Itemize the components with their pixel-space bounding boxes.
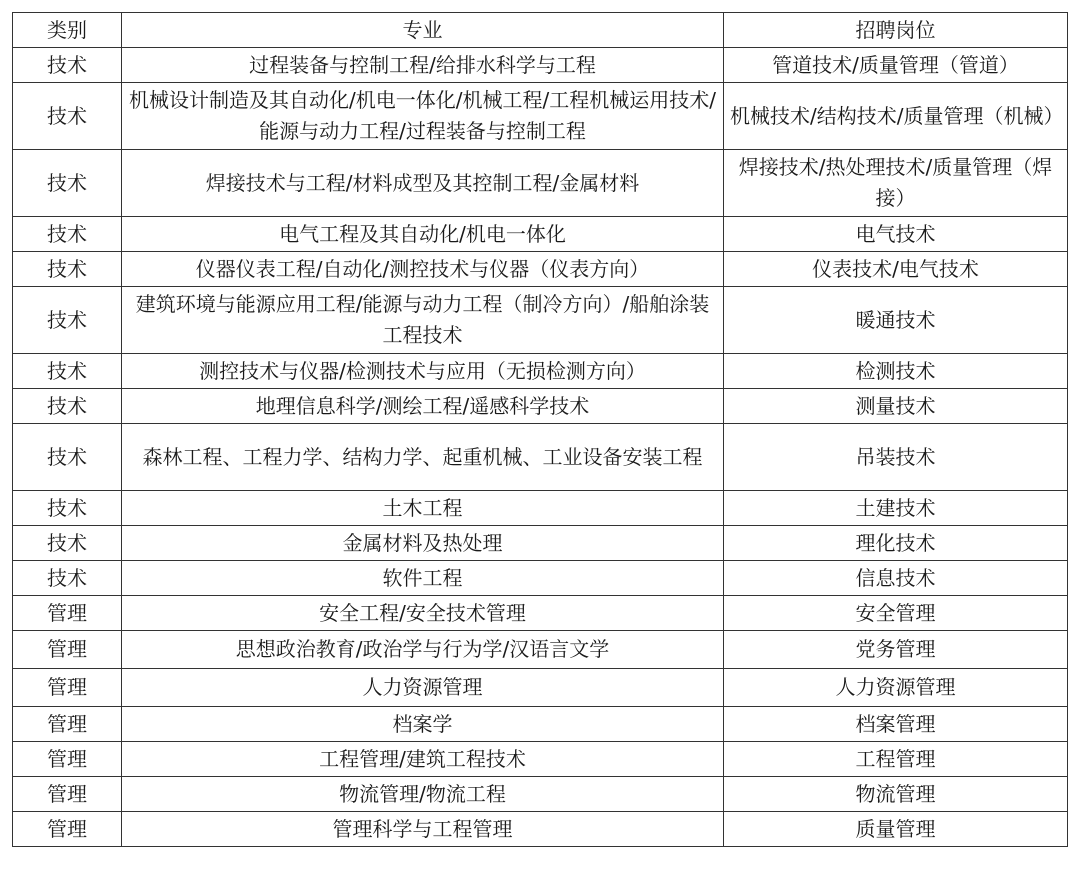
category-cell: 管理 <box>13 631 122 669</box>
category-cell: 技术 <box>13 491 122 526</box>
table-row <box>13 631 1068 669</box>
major-cell: 工程管理/建筑工程技术 <box>122 742 724 777</box>
major-cell: 软件工程 <box>122 561 724 596</box>
major-cell: 过程装备与控制工程/给排水科学与工程 <box>122 48 724 83</box>
position-cell: 焊接技术/热处理技术/质量管理（焊接） <box>724 150 1068 217</box>
major-cell: 档案学 <box>122 707 724 742</box>
table-row <box>13 48 1068 83</box>
position-cell: 人力资源管理 <box>724 669 1068 707</box>
header-major: 专业 <box>122 13 724 48</box>
recruitment-table-container <box>12 12 1068 847</box>
table-row <box>13 669 1068 707</box>
table-row <box>13 742 1068 777</box>
major-cell: 思想政治教育/政治学与行为学/汉语言文学 <box>122 631 724 669</box>
major-cell: 电气工程及其自动化/机电一体化 <box>122 217 724 252</box>
major-cell: 焊接技术与工程/材料成型及其控制工程/金属材料 <box>122 150 724 217</box>
category-cell: 技术 <box>13 252 122 287</box>
table-row <box>13 491 1068 526</box>
table-row <box>13 150 1068 217</box>
position-cell: 档案管理 <box>724 707 1068 742</box>
major-cell: 森林工程、工程力学、结构力学、起重机械、工业设备安装工程 <box>122 424 724 491</box>
header-category: 类别 <box>13 13 122 48</box>
table-row <box>13 217 1068 252</box>
position-cell: 信息技术 <box>724 561 1068 596</box>
position-cell: 暖通技术 <box>724 287 1068 354</box>
table-row <box>13 287 1068 354</box>
major-cell: 测控技术与仪器/检测技术与应用（无损检测方向） <box>122 354 724 389</box>
position-cell: 管道技术/质量管理（管道） <box>724 48 1068 83</box>
category-cell: 技术 <box>13 424 122 491</box>
table-row <box>13 424 1068 491</box>
category-cell: 技术 <box>13 150 122 217</box>
category-cell: 管理 <box>13 812 122 847</box>
category-cell: 技术 <box>13 389 122 424</box>
table-row <box>13 596 1068 631</box>
position-cell: 测量技术 <box>724 389 1068 424</box>
major-cell: 物流管理/物流工程 <box>122 777 724 812</box>
position-cell: 吊装技术 <box>724 424 1068 491</box>
major-cell: 建筑环境与能源应用工程/能源与动力工程（制冷方向）/船舶涂装工程技术 <box>122 287 724 354</box>
table-row <box>13 354 1068 389</box>
major-cell: 人力资源管理 <box>122 669 724 707</box>
category-cell: 管理 <box>13 596 122 631</box>
position-cell: 物流管理 <box>724 777 1068 812</box>
category-cell: 技术 <box>13 217 122 252</box>
category-cell: 技术 <box>13 48 122 83</box>
major-cell: 机械设计制造及其自动化/机电一体化/机械工程/工程机械运用技术/能源与动力工程/过程装备与控制工程 <box>122 83 724 150</box>
position-cell: 党务管理 <box>724 631 1068 669</box>
position-cell: 仪表技术/电气技术 <box>724 252 1068 287</box>
position-cell: 检测技术 <box>724 354 1068 389</box>
table-row <box>13 252 1068 287</box>
table-row <box>13 777 1068 812</box>
table-row <box>13 389 1068 424</box>
category-cell: 技术 <box>13 354 122 389</box>
category-cell: 管理 <box>13 669 122 707</box>
position-cell: 机械技术/结构技术/质量管理（机械） <box>724 83 1068 150</box>
category-cell: 管理 <box>13 777 122 812</box>
category-cell: 管理 <box>13 707 122 742</box>
major-cell: 管理科学与工程管理 <box>122 812 724 847</box>
major-cell: 仪器仪表工程/自动化/测控技术与仪器（仪表方向） <box>122 252 724 287</box>
header-row <box>13 13 1068 48</box>
category-cell: 技术 <box>13 526 122 561</box>
table-row <box>13 561 1068 596</box>
category-cell: 管理 <box>13 742 122 777</box>
major-cell: 金属材料及热处理 <box>122 526 724 561</box>
major-cell: 安全工程/安全技术管理 <box>122 596 724 631</box>
position-cell: 电气技术 <box>724 217 1068 252</box>
major-cell: 土木工程 <box>122 491 724 526</box>
position-cell: 工程管理 <box>724 742 1068 777</box>
major-cell: 地理信息科学/测绘工程/遥感科学技术 <box>122 389 724 424</box>
table-row <box>13 812 1068 847</box>
category-cell: 技术 <box>13 83 122 150</box>
table-row <box>13 526 1068 561</box>
position-cell: 安全管理 <box>724 596 1068 631</box>
position-cell: 土建技术 <box>724 491 1068 526</box>
recruitment-table <box>12 12 1068 847</box>
position-cell: 理化技术 <box>724 526 1068 561</box>
table-row <box>13 707 1068 742</box>
category-cell: 技术 <box>13 287 122 354</box>
category-cell: 技术 <box>13 561 122 596</box>
header-position: 招聘岗位 <box>724 13 1068 48</box>
position-cell: 质量管理 <box>724 812 1068 847</box>
table-row <box>13 83 1068 150</box>
